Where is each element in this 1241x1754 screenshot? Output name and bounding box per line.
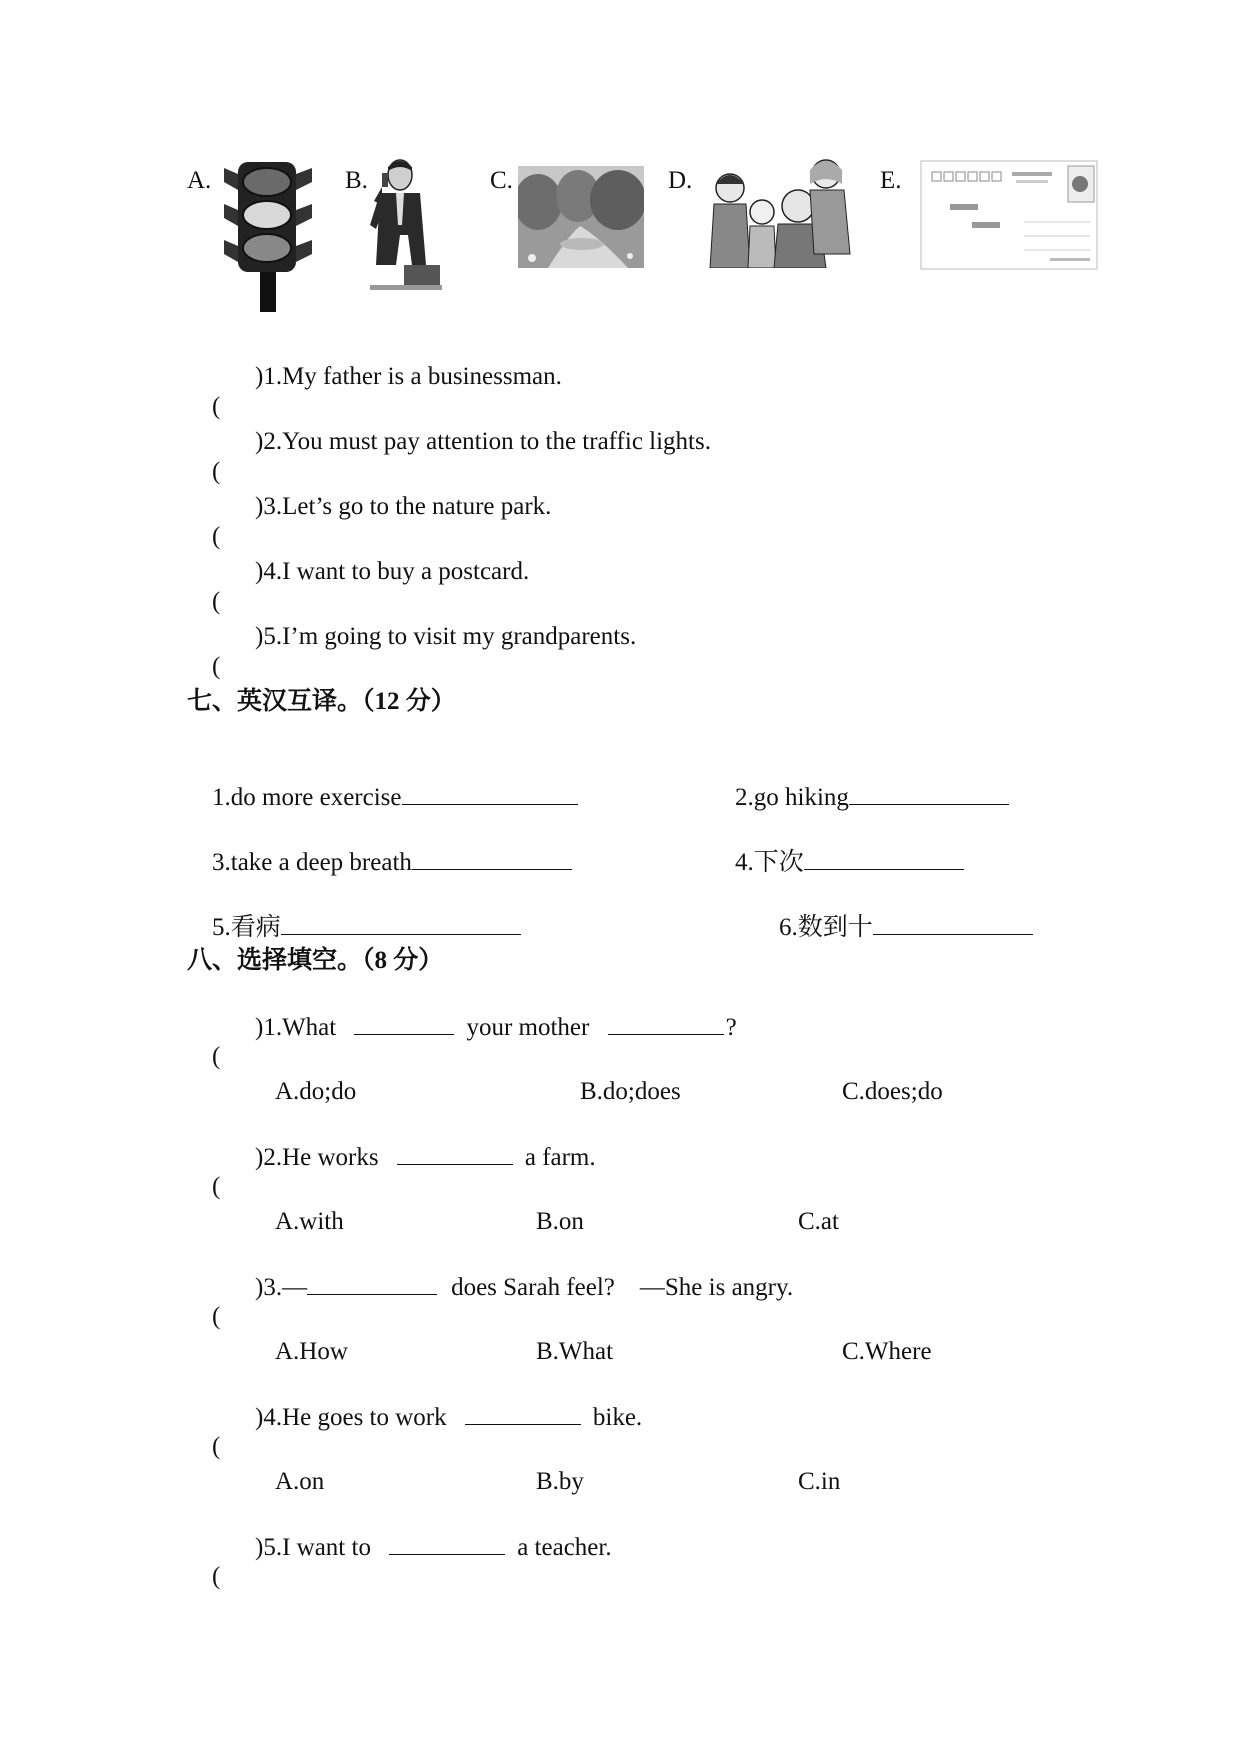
question-text xyxy=(255,1532,612,1563)
answer-blank[interactable] xyxy=(465,1402,581,1425)
sentence-text: )2.You must pay attention to the traffic lights. xyxy=(255,428,711,455)
option-b: B.do;does xyxy=(580,1078,681,1105)
question-text xyxy=(255,1402,642,1433)
question-part: a teacher. xyxy=(517,1534,612,1561)
answer-blank[interactable] xyxy=(412,847,572,870)
option-c: C.does;do xyxy=(842,1078,943,1105)
sentence-text: )3.Let’s go to the nature park. xyxy=(255,493,552,520)
sentence-text: )5.I’m going to visit my grandparents. xyxy=(255,623,637,650)
picture-label-b: B. xyxy=(345,167,368,194)
picture-label-d: D. xyxy=(668,167,693,194)
section-7-title: 七、英汉互译。（12 分） xyxy=(187,688,456,715)
question-part: bike. xyxy=(592,1404,643,1431)
item-text: 4.下次 xyxy=(735,849,804,876)
answer-blank[interactable] xyxy=(307,1272,437,1295)
question-row xyxy=(187,1532,612,1652)
question-part: ? xyxy=(725,1014,737,1041)
answer-blank[interactable] xyxy=(354,1012,454,1035)
list-item xyxy=(754,882,1033,973)
question-part: )5.I want to xyxy=(255,1534,371,1561)
answer-blank[interactable] xyxy=(849,782,1009,805)
answer-blank[interactable] xyxy=(389,1532,505,1555)
answer-blank[interactable] xyxy=(281,912,521,935)
item-text: 5.看病 xyxy=(212,914,281,941)
picture-label-a: A. xyxy=(187,167,212,194)
answer-bracket[interactable]: ( xyxy=(212,458,221,485)
picture-label-c: C. xyxy=(490,167,513,194)
answer-bracket[interactable]: ( xyxy=(212,523,221,550)
option-b: B.by xyxy=(536,1468,584,1495)
answer-bracket[interactable]: ( xyxy=(212,588,221,615)
traffic-light-icon xyxy=(222,160,314,312)
question-part: your mother xyxy=(466,1014,590,1041)
answer-blank[interactable] xyxy=(402,782,578,805)
answer-blank[interactable] xyxy=(397,1142,513,1165)
question-part: )2.He works xyxy=(255,1144,379,1171)
businessman-on-phone-icon xyxy=(352,155,448,295)
question-text xyxy=(255,1012,737,1043)
sentence-text: )4.I want to buy a postcard. xyxy=(255,558,530,585)
answer-blank[interactable] xyxy=(873,912,1033,935)
answer-bracket[interactable]: ( xyxy=(212,1303,221,1330)
answer-bracket[interactable]: ( xyxy=(212,393,221,420)
option-c: C.in xyxy=(798,1468,841,1495)
answer-bracket[interactable]: ( xyxy=(212,653,221,680)
question-part: )1.What xyxy=(255,1014,337,1041)
option-a: A.How xyxy=(275,1338,348,1365)
question-text xyxy=(255,1272,793,1303)
section-8-title: 八、选择填空。（8 分） xyxy=(187,947,444,974)
option-b: B.on xyxy=(536,1208,584,1235)
item-text: 3.take a deep breath xyxy=(212,849,412,876)
postcard-icon xyxy=(920,160,1098,270)
item-text: 6.数到十 xyxy=(779,914,873,941)
option-c: C.Where xyxy=(842,1338,932,1365)
nature-park-icon xyxy=(518,166,644,268)
answer-bracket[interactable]: ( xyxy=(212,1563,221,1590)
answer-bracket[interactable]: ( xyxy=(212,1043,221,1070)
item-text: 2.go hiking xyxy=(735,784,849,811)
family-grandparents-icon xyxy=(698,154,854,268)
answer-bracket[interactable]: ( xyxy=(212,1173,221,1200)
question-part: —She is angry. xyxy=(639,1274,794,1301)
answer-blank[interactable] xyxy=(804,847,964,870)
answer-blank[interactable] xyxy=(608,1012,724,1035)
picture-label-e: E. xyxy=(880,167,902,194)
question-part: )3.— xyxy=(255,1274,308,1301)
sentence-text: )1.My father is a businessman. xyxy=(255,363,562,390)
option-a: A.on xyxy=(275,1468,325,1495)
option-a: A.with xyxy=(275,1208,344,1235)
answer-bracket[interactable]: ( xyxy=(212,1433,221,1460)
option-a: A.do;do xyxy=(275,1078,357,1105)
question-part: does Sarah feel? xyxy=(451,1274,615,1301)
question-text xyxy=(255,1142,596,1173)
item-text: 1.do more exercise xyxy=(212,784,402,811)
option-c: C.at xyxy=(798,1208,839,1235)
question-part: a farm. xyxy=(524,1144,596,1171)
question-part: )4.He goes to work xyxy=(255,1404,447,1431)
option-b: B.What xyxy=(536,1338,614,1365)
